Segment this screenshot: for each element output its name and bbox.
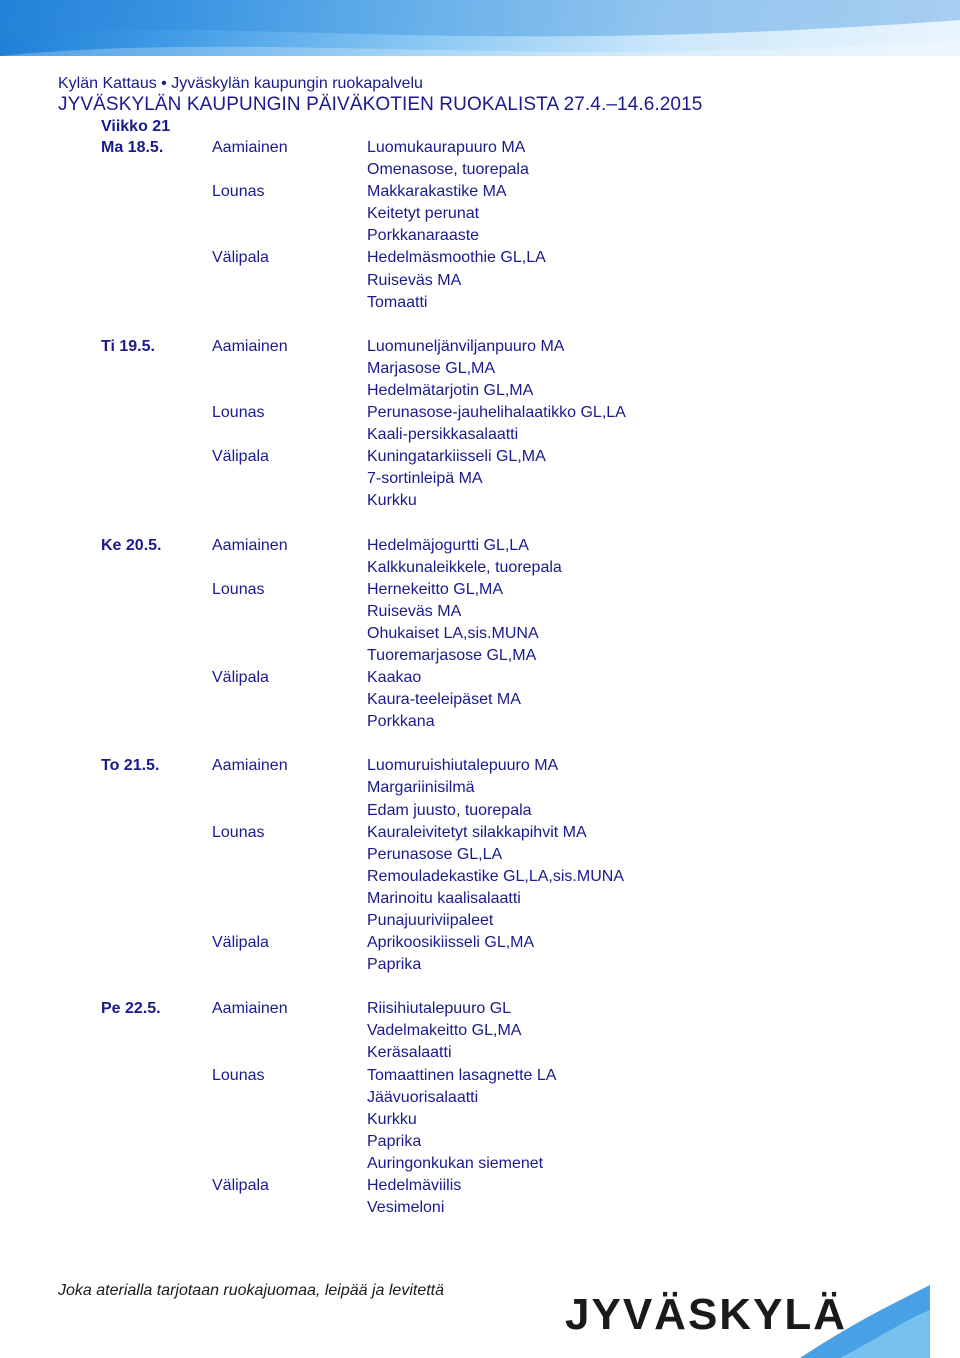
- food-item: Marjasose GL,MA: [367, 359, 496, 377]
- food-item: Luomuruishiutalepuuro MA: [367, 757, 559, 775]
- food-item: Kuningatarkiisseli GL,MA: [367, 448, 546, 466]
- menu-row: [0, 292, 960, 314]
- food-item: Makkarakastike MA: [367, 183, 507, 201]
- menu-row: [0, 689, 960, 711]
- menu-row: [0, 998, 960, 1020]
- day-block: [0, 336, 960, 513]
- meal-label: Välipala: [212, 934, 269, 952]
- day-block: [0, 755, 960, 976]
- day-label: Ti 19.5.: [101, 337, 155, 355]
- weekly-menu: [0, 137, 960, 1241]
- food-item: Margariinisilmä: [367, 779, 475, 797]
- food-item: Keitetyt perunat: [367, 205, 480, 223]
- meal-label: Aamiainen: [212, 757, 288, 775]
- wave-graphic: [0, 0, 960, 56]
- food-item: Kalkkunaleikkele, tuorepala: [367, 558, 562, 576]
- food-item: Hedelmäviilis: [367, 1177, 462, 1195]
- meal-label: Aamiainen: [212, 1000, 288, 1018]
- food-item: Marinoitu kaalisalaatti: [367, 889, 521, 907]
- week-label: Viikko 21: [101, 118, 171, 135]
- header-decorative-band: [0, 0, 960, 56]
- food-item: Tomaatti: [367, 293, 428, 311]
- food-item: Aprikoosikiisseli GL,MA: [367, 934, 535, 952]
- food-item: Luomuneljänviljanpuuro MA: [367, 337, 565, 355]
- organization-line: Kylän Kattaus • Jyväskylän kaupungin ruokapalvelu: [58, 75, 423, 92]
- menu-row: [0, 888, 960, 910]
- food-item: Jäävuorisalaatti: [367, 1088, 479, 1106]
- meal-label: Aamiainen: [212, 139, 288, 156]
- logo-swoosh-icon: [780, 1285, 930, 1358]
- food-item: Tomaattinen lasagnette LA: [367, 1066, 557, 1084]
- food-item: Tuoremarjasose GL,MA: [367, 646, 537, 664]
- menu-row: [0, 777, 960, 799]
- meal-label: Välipala: [212, 448, 269, 466]
- menu-row: [0, 380, 960, 402]
- meal-label: Lounas: [212, 404, 265, 422]
- food-item: Perunasose GL,LA: [367, 845, 503, 863]
- menu-row: [0, 247, 960, 269]
- menu-row: [0, 822, 960, 844]
- food-item: Punajuuriviipaleet: [367, 912, 494, 929]
- menu-row: [0, 954, 960, 976]
- menu-row: [0, 270, 960, 292]
- food-item: Kauraleivitetyt silakkapihvit MA: [367, 823, 587, 841]
- day-label: To 21.5.: [101, 757, 160, 775]
- food-item: Vesimeloni: [367, 1199, 445, 1217]
- jyvaskyla-logo: JYVÄSKYLÄ: [565, 1290, 848, 1339]
- food-item: Kaali-persikkasalaatti: [367, 426, 519, 444]
- menu-row: [0, 1020, 960, 1042]
- meal-label: Lounas: [212, 823, 265, 841]
- food-item: Ohukaiset LA,sis.MUNA: [367, 624, 539, 642]
- meal-label: Lounas: [212, 580, 265, 598]
- menu-row: [0, 1197, 960, 1219]
- food-item: Hedelmäjogurtti GL,LA: [367, 536, 529, 554]
- meal-label: Välipala: [212, 1177, 269, 1195]
- food-item: Kaura-teeleipäset MA: [367, 691, 521, 709]
- menu-row: [0, 203, 960, 225]
- food-item: Edam juusto, tuorepala: [367, 801, 532, 819]
- menu-row: [0, 601, 960, 623]
- menu-row: [0, 844, 960, 866]
- menu-row: [0, 468, 960, 490]
- menu-row: [0, 667, 960, 689]
- food-item: Hedelmäsmoothie GL,LA: [367, 249, 546, 267]
- day-block: [0, 535, 960, 734]
- day-label: Pe 22.5.: [101, 1000, 161, 1018]
- food-item: Omenasose, tuorepala: [367, 161, 529, 179]
- menu-row: [0, 159, 960, 181]
- menu-row: [0, 490, 960, 512]
- meal-label: Lounas: [212, 183, 265, 201]
- food-item: Hedelmätarjotin GL,MA: [367, 381, 534, 399]
- menu-row: [0, 711, 960, 733]
- menu-row: [0, 424, 960, 446]
- menu-row: [0, 535, 960, 557]
- menu-row: [0, 910, 960, 932]
- food-item: Hernekeitto GL,MA: [367, 580, 504, 598]
- food-item: Porkkana: [367, 713, 435, 731]
- menu-row: [0, 402, 960, 424]
- menu-row: [0, 557, 960, 579]
- menu-row: [0, 358, 960, 380]
- menu-row: [0, 1065, 960, 1087]
- food-item: Ruiseväs MA: [367, 602, 462, 620]
- menu-row: [0, 137, 960, 159]
- day-block: [0, 137, 960, 314]
- menu-row: [0, 645, 960, 667]
- food-item: Porkkanaraaste: [367, 227, 480, 245]
- menu-row: [0, 932, 960, 954]
- food-item: Auringonkukan siemenet: [367, 1154, 544, 1172]
- menu-row: [0, 446, 960, 468]
- food-item: Kaakao: [367, 669, 422, 687]
- day-label: Ma 18.5.: [101, 139, 164, 156]
- food-item: Remouladekastike GL,LA,sis.MUNA: [367, 867, 624, 885]
- food-item: Kurkku: [367, 492, 417, 510]
- menu-row: [0, 1042, 960, 1064]
- meal-label: Aamiainen: [212, 536, 288, 554]
- food-item: Perunasose-jauhelihalaatikko GL,LA: [367, 404, 626, 422]
- meal-label: Välipala: [212, 669, 269, 687]
- menu-row: [0, 1109, 960, 1131]
- menu-row: [0, 225, 960, 247]
- menu-row: [0, 623, 960, 645]
- menu-row: [0, 579, 960, 601]
- menu-row: [0, 800, 960, 822]
- menu-row: [0, 755, 960, 777]
- food-item: 7-sortinleipä MA: [367, 470, 483, 488]
- day-label: Ke 20.5.: [101, 536, 162, 554]
- menu-title: JYVÄSKYLÄN KAUPUNGIN PÄIVÄKOTIEN RUOKALISTA 27.4.–14.6.2015: [58, 94, 703, 115]
- food-item: Kurkku: [367, 1110, 417, 1128]
- food-item: Ruiseväs MA: [367, 271, 462, 289]
- meal-label: Aamiainen: [212, 337, 288, 355]
- menu-row: [0, 181, 960, 203]
- food-item: Keräsalaatti: [367, 1044, 452, 1062]
- menu-row: [0, 1175, 960, 1197]
- food-item: Paprika: [367, 1132, 422, 1150]
- food-item: Riisihiutalepuuro GL: [367, 1000, 512, 1018]
- menu-row: [0, 1087, 960, 1109]
- food-item: Luomukaurapuuro MA: [367, 139, 526, 156]
- footer-note: Joka aterialla tarjotaan ruokajuomaa, leipää ja levitettä: [58, 1282, 445, 1299]
- meal-label: Välipala: [212, 249, 269, 267]
- menu-row: [0, 336, 960, 358]
- menu-row: [0, 1131, 960, 1153]
- food-item: Vadelmakeitto GL,MA: [367, 1022, 522, 1040]
- food-item: Paprika: [367, 956, 422, 974]
- meal-label: Lounas: [212, 1066, 265, 1084]
- menu-row: [0, 1153, 960, 1175]
- menu-row: [0, 866, 960, 888]
- day-block: [0, 998, 960, 1219]
